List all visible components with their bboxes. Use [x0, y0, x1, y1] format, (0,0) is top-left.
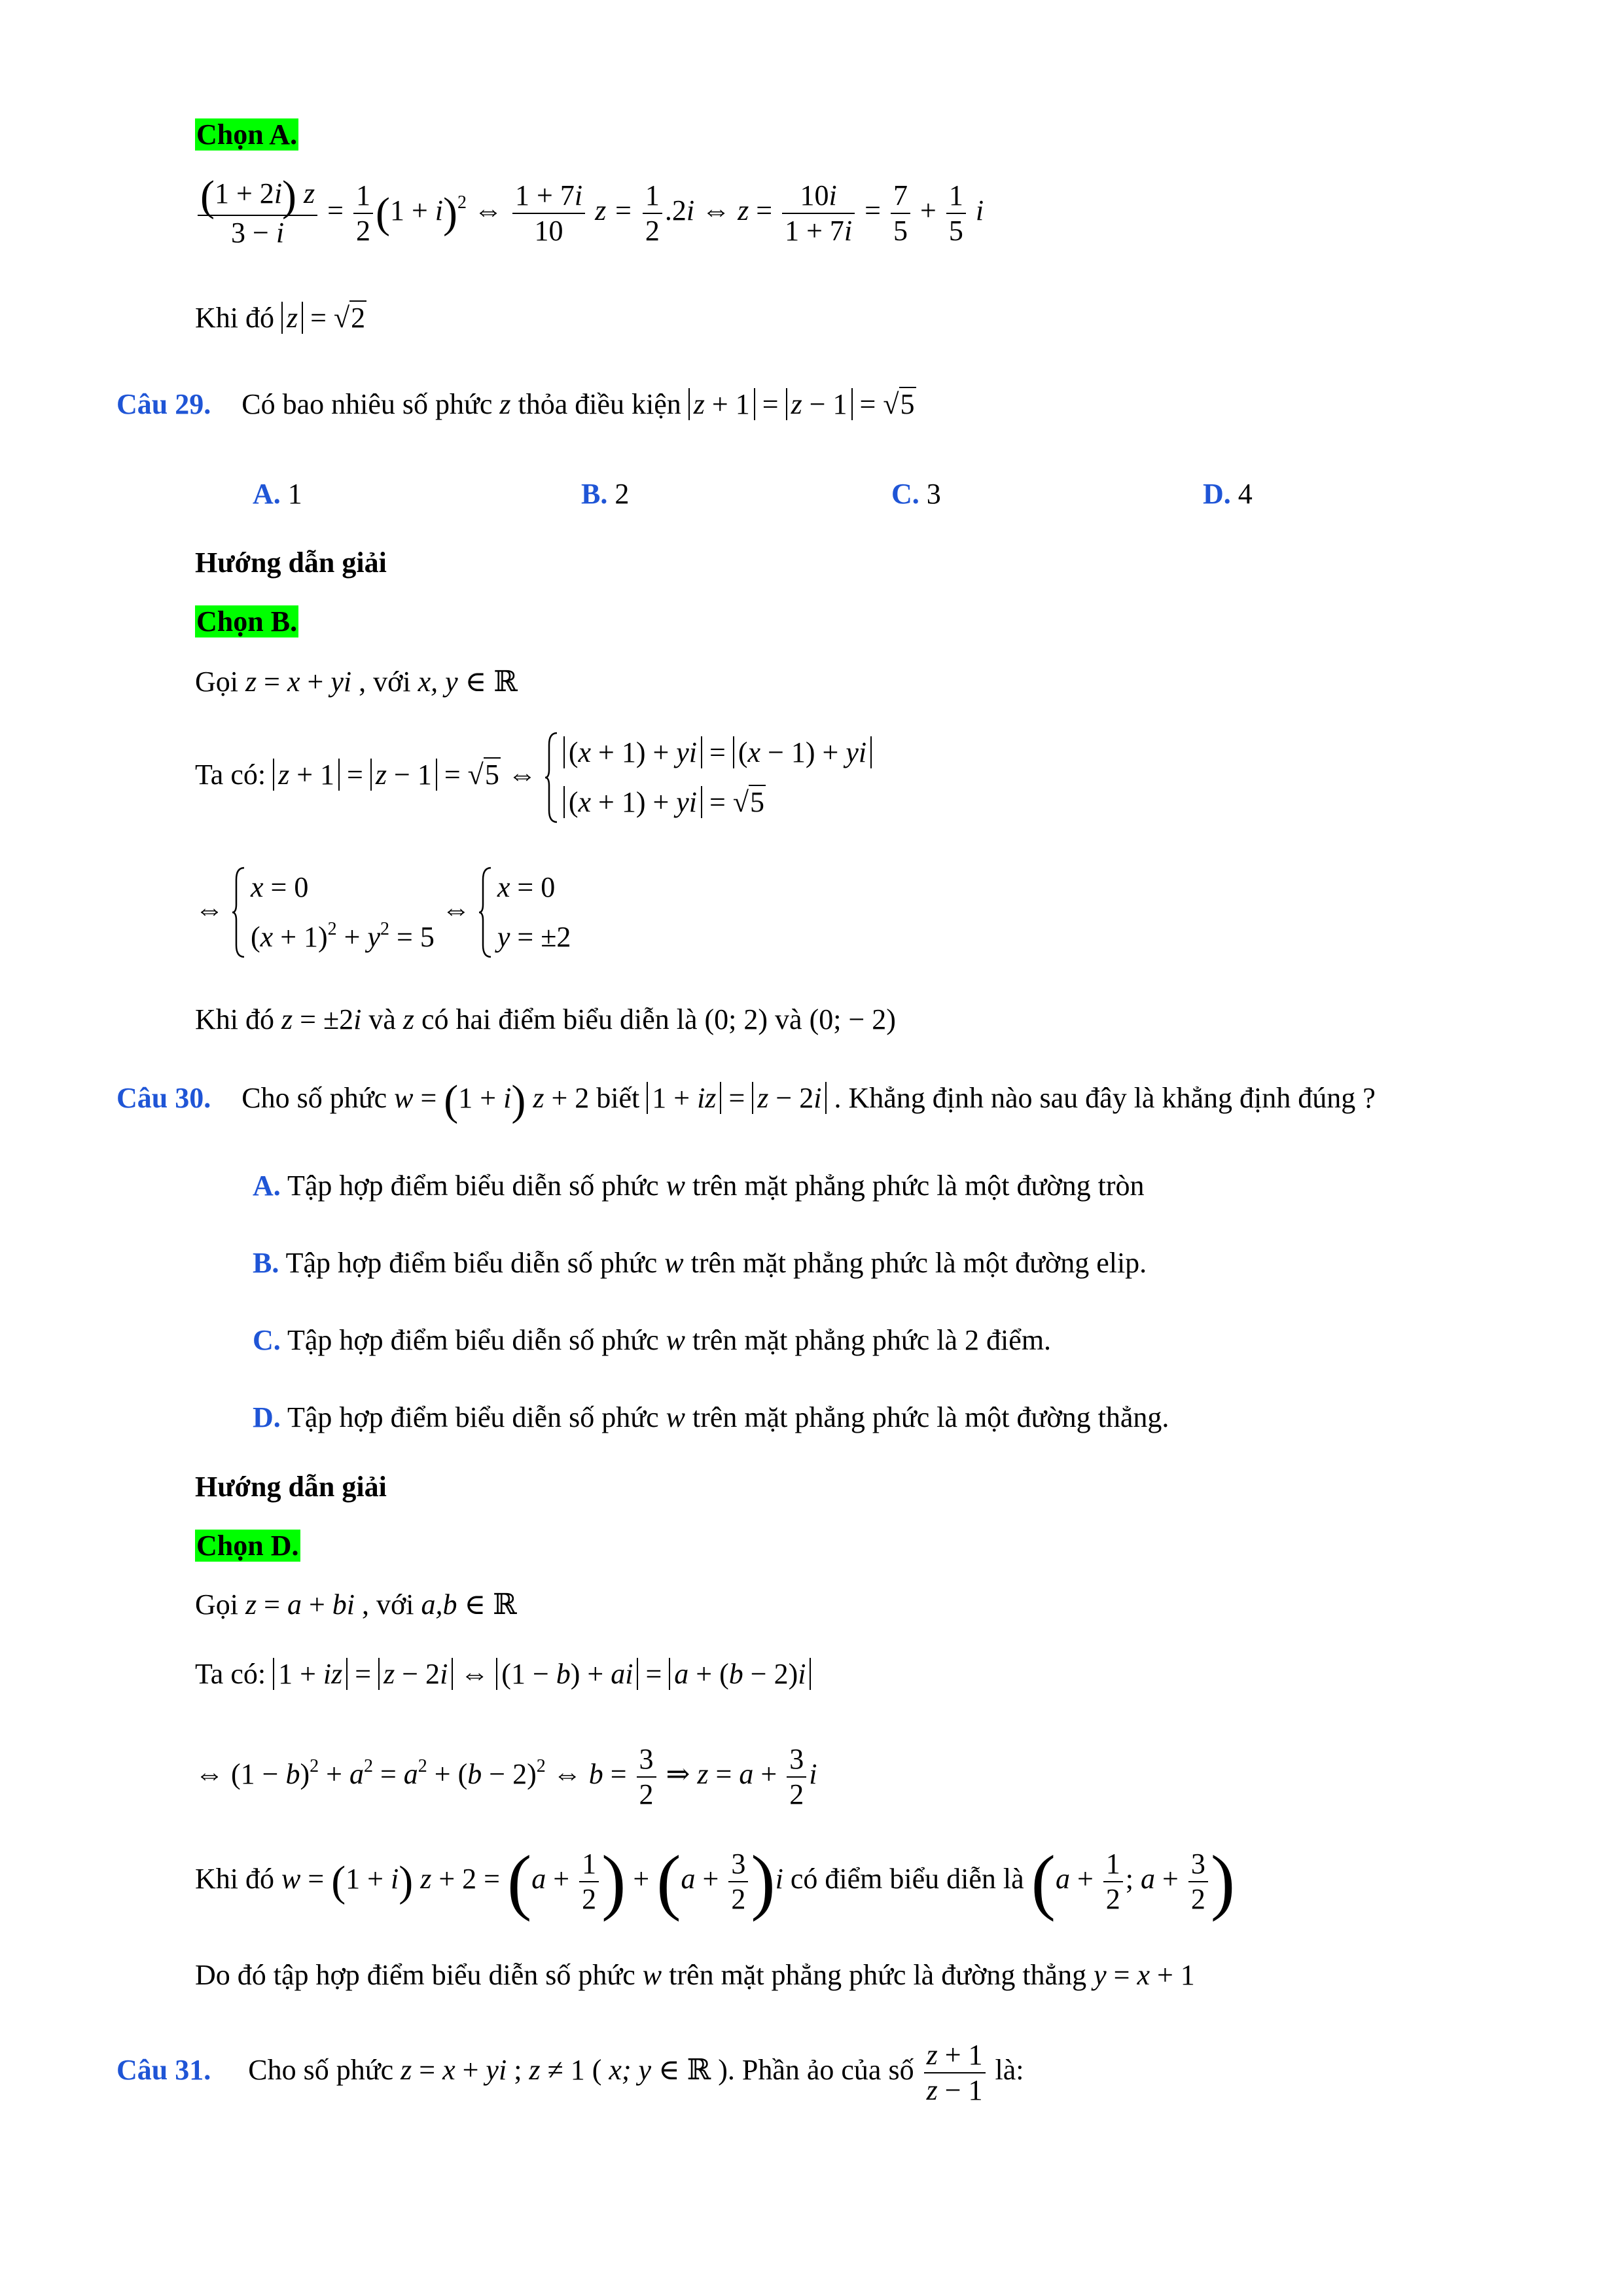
choose-a-line [195, 117, 298, 153]
option-c[interactable]: C. Tập hợp điểm biểu diễn số phức w trên mặt phẳng phức là 2 điểm. [253, 1324, 1052, 1356]
equation-system: x = 0 y = ±2 [478, 863, 571, 962]
fraction: $\frac{1}{2}$ [353, 179, 373, 248]
option-b[interactable]: B. Tập hợp điểm biểu diễn số phức w trên mặt phẳng phức là một đường elip. [253, 1247, 1147, 1279]
answer-highlight: Chọn A. [196, 118, 298, 151]
system-line-2: ⇔ x = 0 $(x + 1)^2 + y^2 = 5$ ⇔ x = 0 y = ±2 [195, 863, 571, 962]
expanded-equation: ⇔ $(1 - b)^2 + a^2 = a^2 + (b - 2)^2$ ⇔ b = $\frac{3}{2}$ ⇒ z = a + $\frac{3}{2}$ i [195, 1743, 817, 1810]
fraction: $\frac{(1 + 2i) z}{3 - i}$ [198, 177, 317, 250]
question-number: Câu 29. [116, 388, 211, 420]
option-a[interactable]: A. Tập hợp điểm biểu diễn số phức w trên mặt phẳng phức là một đường tròn [253, 1170, 1145, 1202]
let-z-line: Gọi z = x + yi , với x, y ∈ ℝ [195, 666, 518, 698]
brace-icon [544, 732, 560, 823]
fraction: $\frac{1 + 7i}{10}$ [512, 179, 585, 248]
system-line-1: Ta có: z + 1 = z − 1 = √5 ⇔ (x + 1) + yi = (x − 1) + yi (x + 1) + yi = √5 [195, 728, 872, 827]
answer-highlight: Chọn D. [196, 1530, 299, 1562]
solution-heading: Hướng dẫn giải [195, 1471, 387, 1503]
solution-heading: Hướng dẫn giải [195, 547, 387, 579]
fraction: $\frac{3}{2}$ [637, 1742, 656, 1812]
question-number: Câu 30. [116, 1082, 211, 1114]
brace-icon [478, 867, 493, 958]
fraction: $\frac{1}{2}$ [1103, 1847, 1123, 1916]
option-d[interactable]: D. 4 [1203, 478, 1253, 510]
option-a[interactable]: A. 1 [253, 478, 302, 510]
conclusion-29: Khi đó z = ±2i và z có hai điểm biểu diễn là (0; 2) và (0; − 2) [195, 1003, 896, 1035]
question-number: Câu 31. [116, 2054, 211, 2087]
w-expression: Khi đó w = (1 + i) z + 2 = (a + $\frac{1}{2}$ ) + (a + $\frac{3}{2}$ )i có điểm biểu diễn là (a + $\frac{1}{2}$ ; a + $\frac{3}{2}$ ) [195, 1841, 1236, 1922]
equation-system: x = 0 $(x + 1)^2 + y^2 = 5$ [231, 863, 435, 962]
choose-d-line [195, 1528, 300, 1564]
fraction: $\frac{3}{2}$ [787, 1742, 806, 1812]
question-29: Câu 29. Có bao nhiêu số phức z thỏa điều kiện z + 1 = z − 1 = √5 [116, 388, 915, 420]
option-c[interactable]: C. 3 [891, 478, 941, 510]
fraction: $\frac{10i}{1 + 7i}$ [782, 179, 855, 248]
fraction: $\frac{7}{5}$ [891, 179, 910, 248]
let-z-line: Gọi z = a + bi , với a,b ∈ ℝ [195, 1588, 517, 1621]
fraction: $\frac{1}{5}$ [946, 179, 966, 248]
fraction: $\frac{1}{2}$ [579, 1847, 599, 1916]
choose-b-line [195, 603, 298, 640]
fraction: $\frac{3}{2}$ [728, 1847, 748, 1916]
modulus-line: Khi đó z = √2 [195, 302, 366, 334]
conclusion-30: Do đó tập hợp điểm biểu diễn số phức w trên mặt phẳng phức là đường thẳng y = x + 1 [195, 1959, 1195, 1991]
question-31: Câu 31. Cho số phức z = x + yi ; z ≠ 1 ( x; y ∈ ℝ ). Phần ảo của số $\frac{z + 1}{z - 1}$ là: [116, 2039, 1024, 2106]
fraction: $\frac{1}{2}$ [643, 179, 662, 248]
brace-icon [231, 867, 247, 958]
equation-line-1: $\frac{(1 + 2i) z}{3 - i}$ = $\frac{1}{2}$ $(1 + i)^2$ ⇔ $\frac{1 + 7i}{10}$ z = $\frac{1}{2}$ .2i ⇔ z = $\frac{10i}{1 + 7i}$ = $\frac{7}{5}$ + $\frac{1}{5}$ i [195, 177, 984, 250]
question-30: Câu 30. Cho số phức w = (1 + i) z + 2 biết 1 + iz = z − 2i . Khẳng định nào sau đây là khẳng định đúng ? [116, 1076, 1376, 1124]
fraction: $\frac{3}{2}$ [1188, 1847, 1208, 1916]
fraction: $\frac{z + 1}{z - 1}$ [924, 2038, 986, 2108]
modulus-equation: Ta có: 1 + iz = z − 2i ⇔ (1 − b) + ai = a + (b − 2)i [195, 1656, 811, 1693]
option-d[interactable]: D. Tập hợp điểm biểu diễn số phức w trên mặt phẳng phức là một đường thẳng. [253, 1401, 1169, 1433]
answer-highlight: Chọn B. [196, 605, 298, 637]
equation-system: (x + 1) + yi = (x − 1) + yi (x + 1) + yi = √5 [544, 728, 872, 827]
option-b[interactable]: B. 2 [581, 478, 630, 510]
